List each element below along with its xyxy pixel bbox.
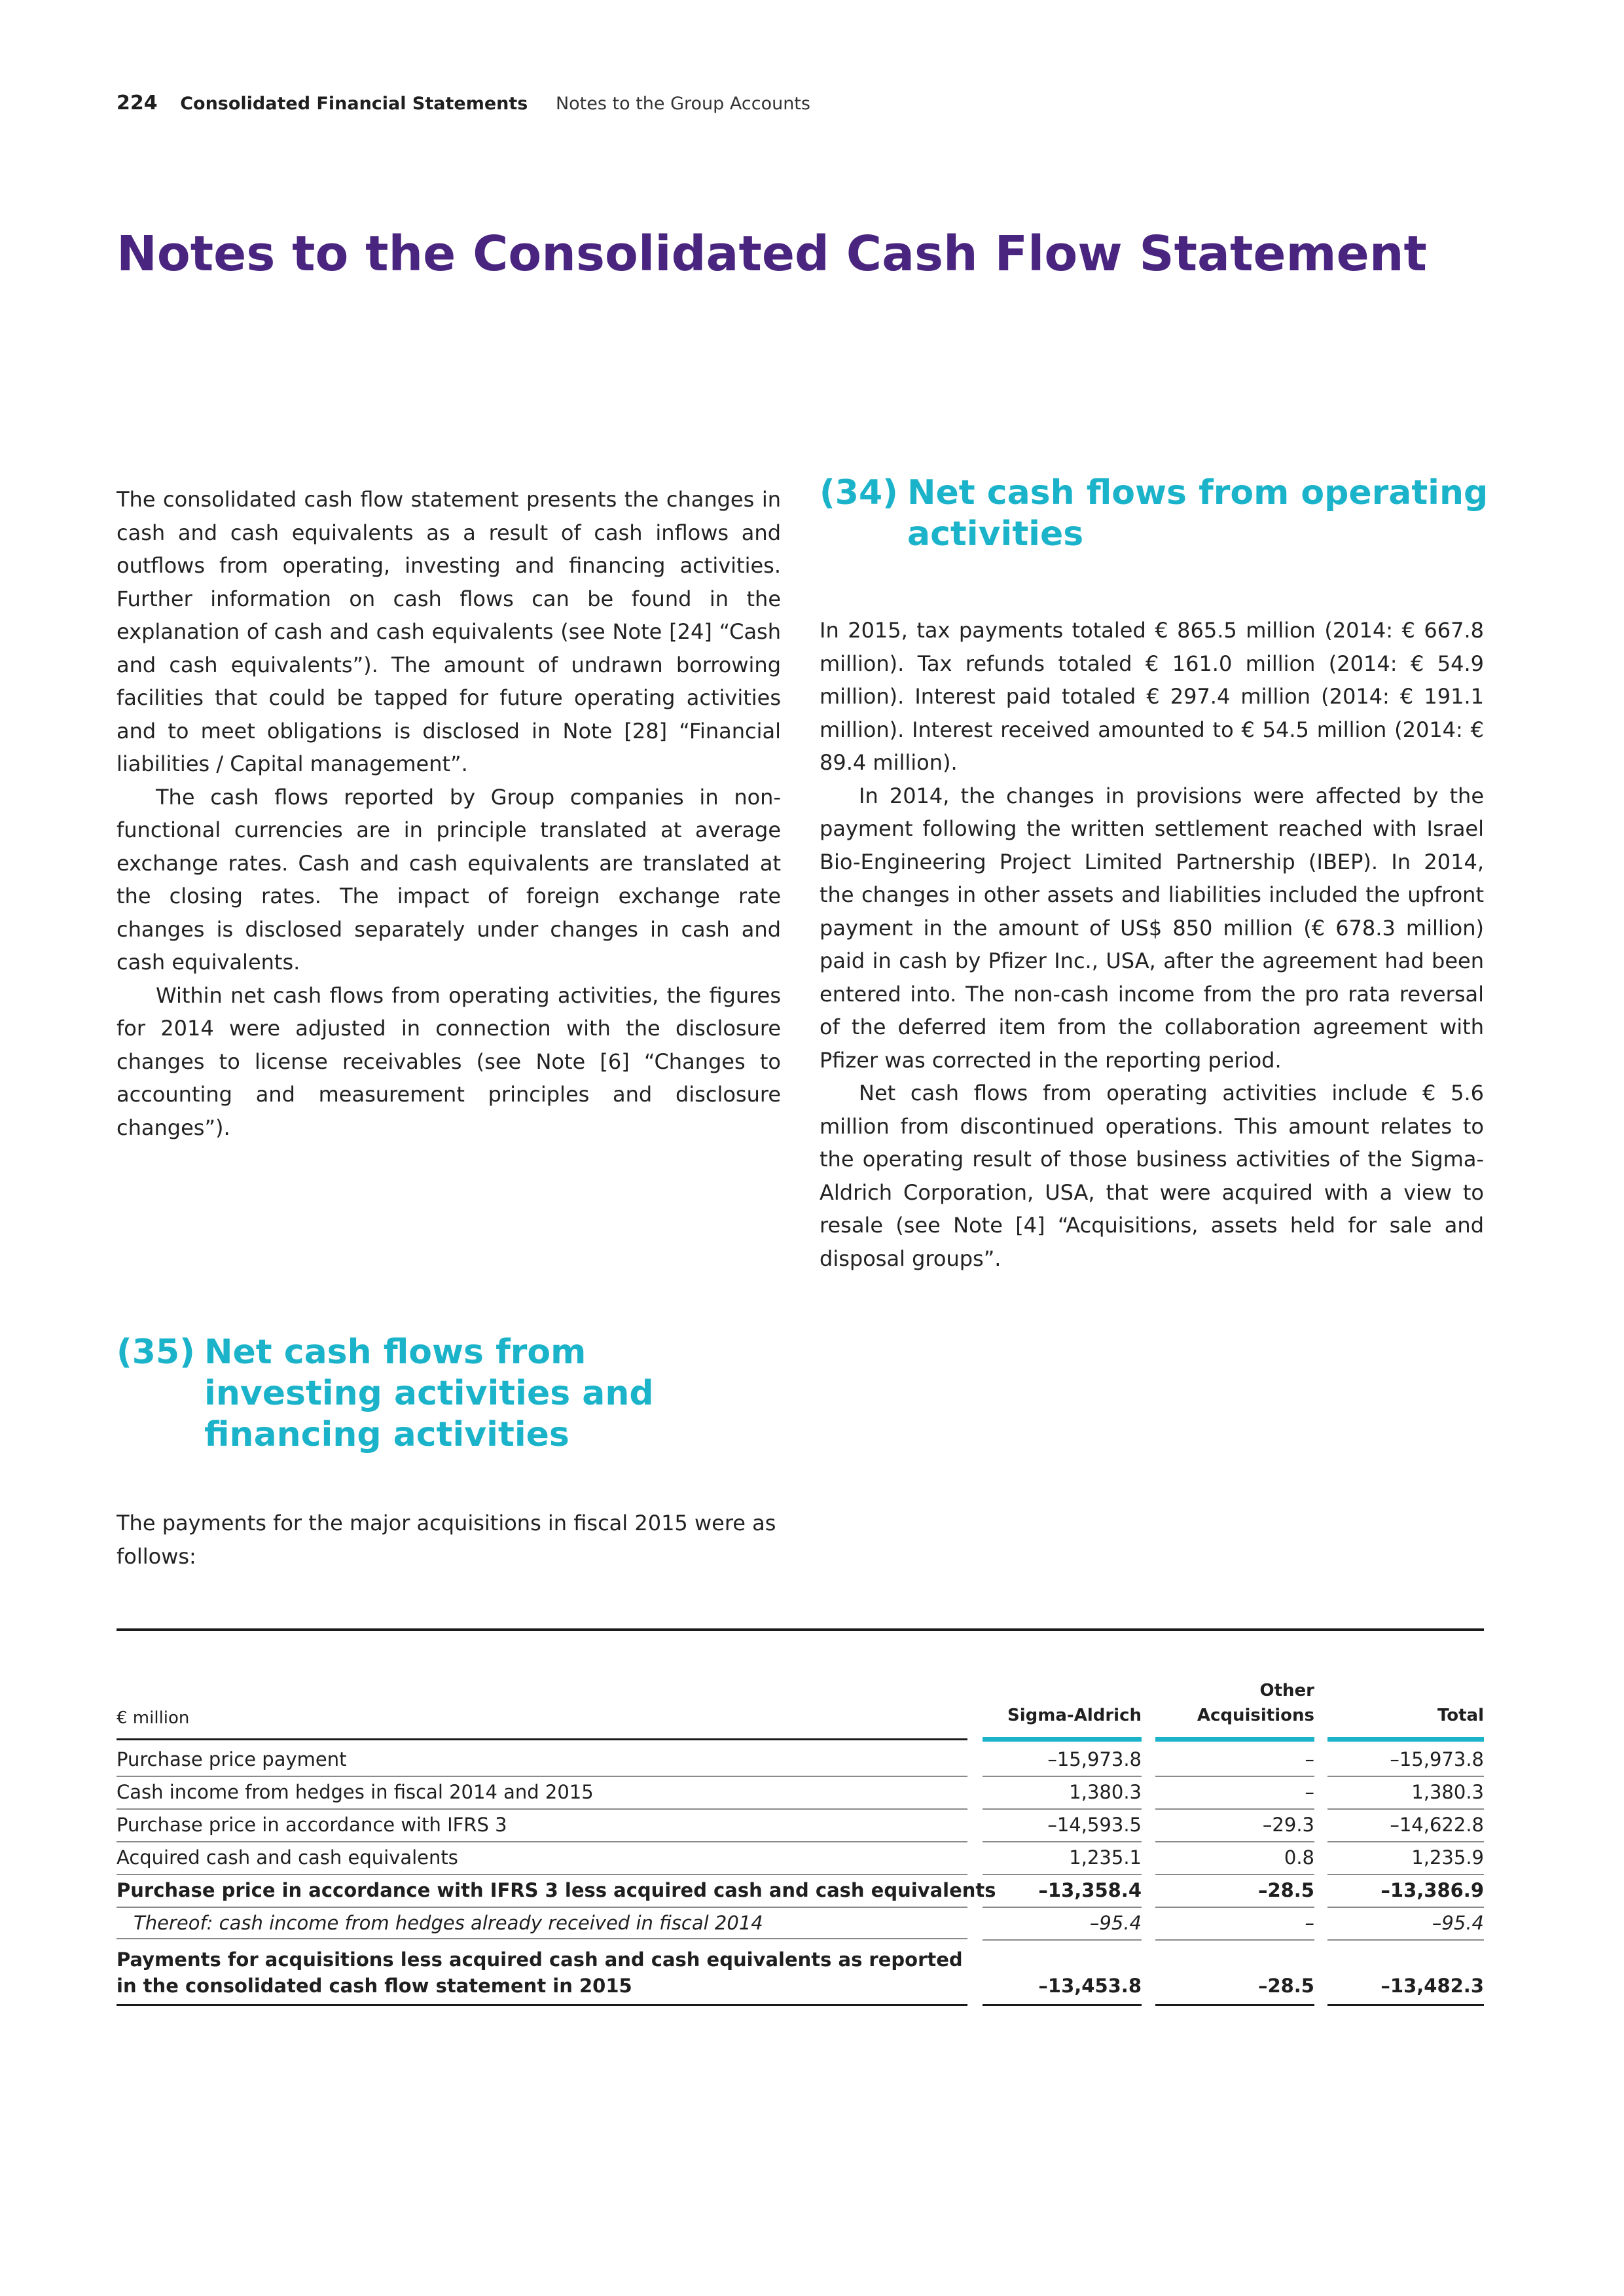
cell-value: –14,593.5	[983, 1809, 1142, 1842]
note-paragraph: In 2015, tax payments totaled € 865.5 million (2014: € 667.8 million). Tax refunds totaled € 161.0 million (2014: € 54.9 million). Interest paid totaled € 297.4 million (2014: € 191.1 million). Interest received amounted to € 54.5 million (2014: € 89.4 million).	[820, 618, 1484, 775]
table-row	[117, 1744, 1484, 1776]
cell-value: –14,622.8	[1327, 1809, 1484, 1842]
note-title-line: financing activities	[204, 1415, 569, 1454]
header-section: Consolidated Financial Statements	[180, 94, 528, 114]
cell-value: –15,973.8	[1327, 1744, 1484, 1777]
unit-label: € million	[117, 1708, 190, 1728]
column-accent-bar	[983, 1737, 1142, 1742]
table-row	[117, 1809, 1484, 1842]
cell-value: –	[1155, 1907, 1314, 1941]
cell-value: 1,235.9	[1327, 1842, 1484, 1875]
row-label: Cash income from hedges in fiscal 2014 and 2015	[117, 1776, 967, 1810]
table-row	[117, 1941, 1484, 2007]
intro-column	[117, 483, 781, 1144]
note-34-heading	[820, 473, 1500, 555]
row-label: Payments for acquisitions less acquired cash and cash equivalents as reported in the consolidated cash flow statement in 2015	[117, 1941, 967, 2006]
note-title-line: Net cash flows from	[204, 1333, 586, 1372]
note-paragraph: The payments for the major acquisitions in fiscal 2015 were as follows:	[117, 1511, 776, 1569]
cell-value: 1,235.1	[983, 1842, 1142, 1875]
cell-value: –95.4	[1327, 1907, 1484, 1941]
cell-value: 1,380.3	[983, 1776, 1142, 1810]
cell-value: –13,453.8	[983, 1941, 1142, 2006]
row-label: Acquired cash and cash equivalents	[117, 1842, 967, 1875]
note-35-intro	[117, 1507, 781, 1573]
column-accent-bar	[1327, 1737, 1484, 1742]
cell-value: –28.5	[1155, 1874, 1314, 1908]
cell-value: –13,482.3	[1327, 1941, 1484, 2006]
page-number: 224	[117, 92, 158, 115]
column-header: Total	[1437, 1706, 1484, 1725]
note-number: (35)	[117, 1333, 195, 1372]
column-header: Sigma-Aldrich	[1007, 1706, 1142, 1725]
page-header	[117, 92, 810, 115]
cell-value: 1,380.3	[1327, 1776, 1484, 1810]
note-title-line: investing activities and	[204, 1374, 654, 1413]
note-34-body	[820, 614, 1484, 1275]
intro-paragraph: Within net cash flows from operating activities, the figures for 2014 were adjusted in connection with the disclosure changes to license receivables (see Note [6] “Changes to accounting and measurement principles and disclosure changes”).	[117, 982, 781, 1140]
cell-value: –	[1155, 1776, 1314, 1810]
table-row	[117, 1842, 1484, 1874]
header-rule	[117, 1738, 967, 1740]
intro-paragraph: The consolidated cash flow statement presents the changes in cash and cash equivalents as a result of cash inflows and outflows from operating, investing and financing activities. Further information on cash flows can be found in the explanation of cash and cash equivalents (see Note [24] “Cash and cash equivalents”). The amount of undrawn borrowing facilities that could be tapped for future operating activities and to meet obligations is disclosed in Note [28] “Financial liabilities / Capital management”.	[117, 487, 781, 776]
column-accent-bar	[1155, 1737, 1314, 1742]
table-row	[117, 1874, 1484, 1907]
row-label: Purchase price in accordance with IFRS 3 less acquired cash and cash equivalents	[117, 1874, 967, 1908]
table-header	[117, 1679, 1484, 1737]
row-label: Purchase price payment	[117, 1744, 967, 1777]
table-row	[117, 1776, 1484, 1809]
table-row	[117, 1907, 1484, 1940]
cell-value: –28.5	[1155, 1941, 1314, 2006]
note-35-heading	[117, 1332, 797, 1456]
cell-value: –	[1155, 1744, 1314, 1777]
note-title: Net cash flows from operating activities	[907, 473, 1489, 554]
cell-value: –29.3	[1155, 1809, 1314, 1842]
cell-value: –13,386.9	[1327, 1874, 1484, 1908]
header-subsection: Notes to the Group Accounts	[555, 94, 810, 114]
cell-value: –15,973.8	[983, 1744, 1142, 1777]
intro-paragraph: The cash flows reported by Group companies in non-functional currencies are in principle translated at average exchange rates. Cash and cash equivalents are translated at the closing rates. The impact of foreign exchange rate changes is disclosed separately under changes in cash and cash equivalents.	[117, 784, 781, 975]
row-label: Thereof: cash income from hedges already received in fiscal 2014	[117, 1907, 967, 1939]
column-header: Other Acquisitions	[1197, 1681, 1314, 1725]
cell-value: 0.8	[1155, 1842, 1314, 1875]
table-top-rule	[117, 1628, 1484, 1631]
note-paragraph: In 2014, the changes in provisions were affected by the payment following the written settlement reached with Israel Bio-Engineering Project Limited Partnership (IBEP). In 2014, the changes in other assets and liabilities included the upfront payment in the amount of US$ 850 million (€ 678.3 million) paid in cash by Pfizer Inc., USA, after the agreement had been entered into. The non-cash income from the pro rata reversal of the deferred item from the collaboration agreement with Pfizer was corrected in the reporting period.	[820, 783, 1484, 1073]
note-number: (34)	[820, 473, 898, 512]
note-paragraph: Net cash flows from operating activities include € 5.6 million from discontinued operations. This amount relates to the operating result of those business activities of the Sigma-Aldrich Corporation, USA, that were acquired with a view to resale (see Note [4] “Acquisitions, assets held for sale and disposal groups”.	[820, 1081, 1484, 1271]
cell-value: –13,358.4	[983, 1874, 1142, 1908]
cell-value: –95.4	[983, 1907, 1142, 1941]
page-title: Notes to the Consolidated Cash Flow Statement	[117, 226, 1427, 282]
row-label: Purchase price in accordance with IFRS 3	[117, 1809, 967, 1842]
